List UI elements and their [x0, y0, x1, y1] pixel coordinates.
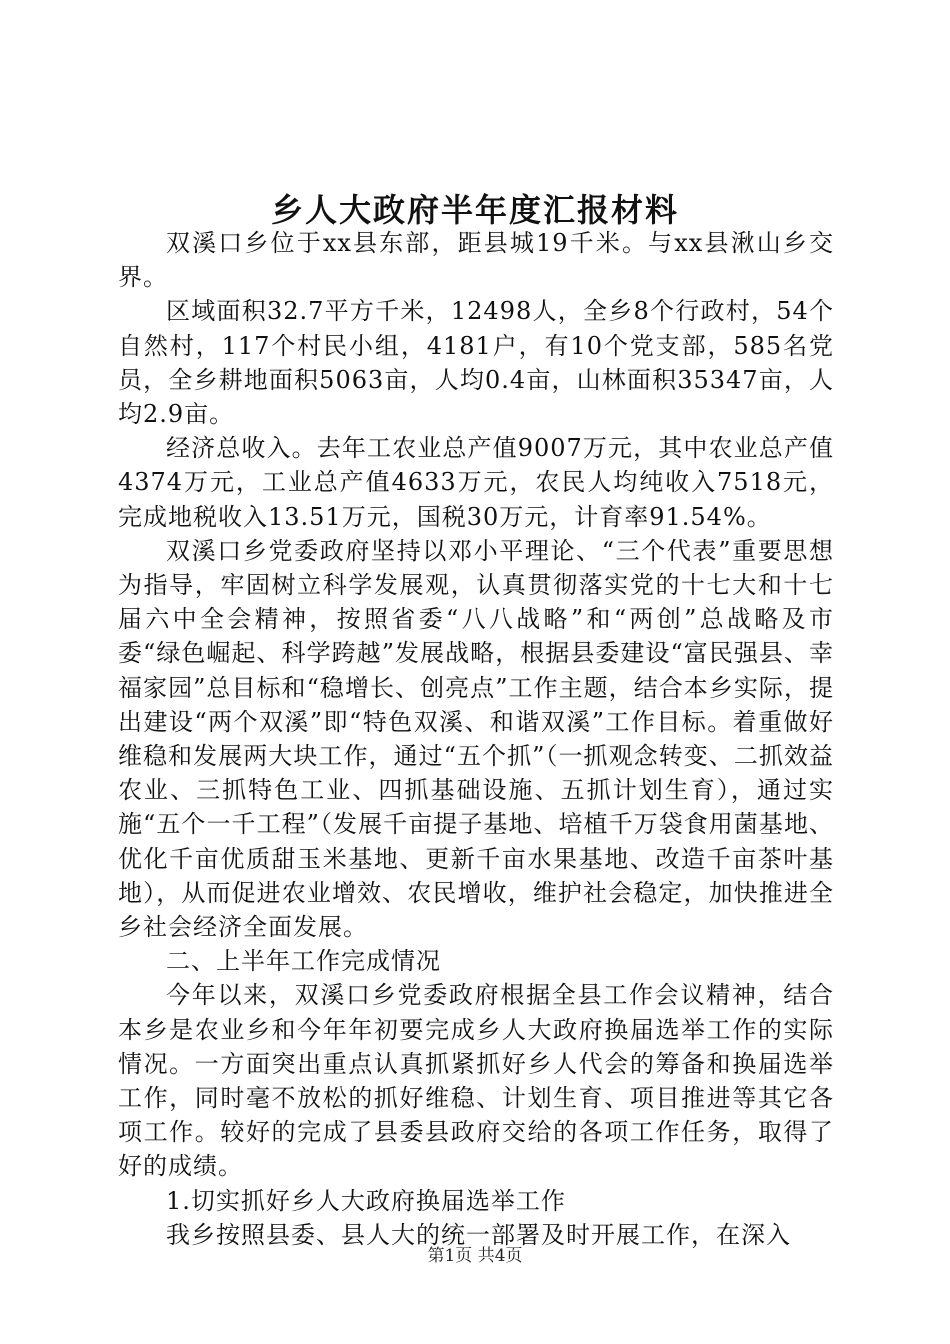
page-footer: 第1页 共4页 — [427, 1246, 523, 1266]
paragraph-area: 区域面积32.7平方千米，12498人，全乡8个行政村，54个自然村，117个村民小组，4181户，有10个党支部，585名党员，全乡耕地面积5063亩，人均0.4亩，山林面积35347亩，人均2.9亩。 — [118, 297, 834, 429]
paragraph-election: 我乡按照县委、县人大的统一部署及时开展工作，在深入 — [166, 1220, 791, 1249]
paragraph-location: 双溪口乡位于xx县东部，距县城19千米。与xx县湫山乡交界。 — [118, 229, 834, 292]
paragraph-economy: 经济总收入。去年工农业总产值9007万元，其中农业总产值4374万元，工业总产值4633万元，农民人均纯收入7518元，完成地税收入13.51万元，国税30万元，计育率91.54%。 — [118, 434, 834, 531]
paragraph-progress: 今年以来，双溪口乡党委政府根据全县工作会议精神，结合本乡是农业乡和今年年初要完成乡人大政府换届选举工作的实际情况。一方面突出重点认真抓紧抓好乡人代会的筹备和换届选举工作，同时毫不放松的抓好维稳、计划生育、项目推进等其它各项工作。较好的完成了县委县政府交给的各项工作任务，取得了好的成绩。 — [118, 981, 834, 1181]
document-title: 乡人大政府半年度汇报材料 — [270, 191, 679, 229]
document-body — [118, 226, 834, 1252]
subsection-heading-election: 1.切实抓好乡人大政府换届选举工作 — [166, 1186, 566, 1215]
paragraph-strategy: 双溪口乡党委政府坚持以邓小平理论、“三个代表”重要思想为指导，牢固树立科学发展观，认真贯彻落实党的十七大和十七届六中全会精神，按照省委“八八战略”和“两创”总战略及市委“绿色崛起、科学跨越”发展战略，根据县委建设“富民强县、幸福家园”总目标和“稳增长、创亮点”工作主题，结合本乡实际，提出建设“两个双溪”即“特色双溪、和谐双溪”工作目标。着重做好维稳和发展两大块工作，通过“五个抓”（一抓观念转变、二抓效益农业、三抓特色工业、四抓基础设施、五抓计划生育），通过实施“五个一千工程”（发展千亩提子基地、培植千万袋食用菌基地、优化千亩优质甜玉米基地、更新千亩水果基地、改造千亩茶叶基地），从而促进农业增效、农民增收，维护社会稳定，加快推进全乡社会经济全面发展。 — [118, 536, 834, 942]
section-heading-progress: 二、上半年工作完成情况 — [166, 947, 441, 976]
